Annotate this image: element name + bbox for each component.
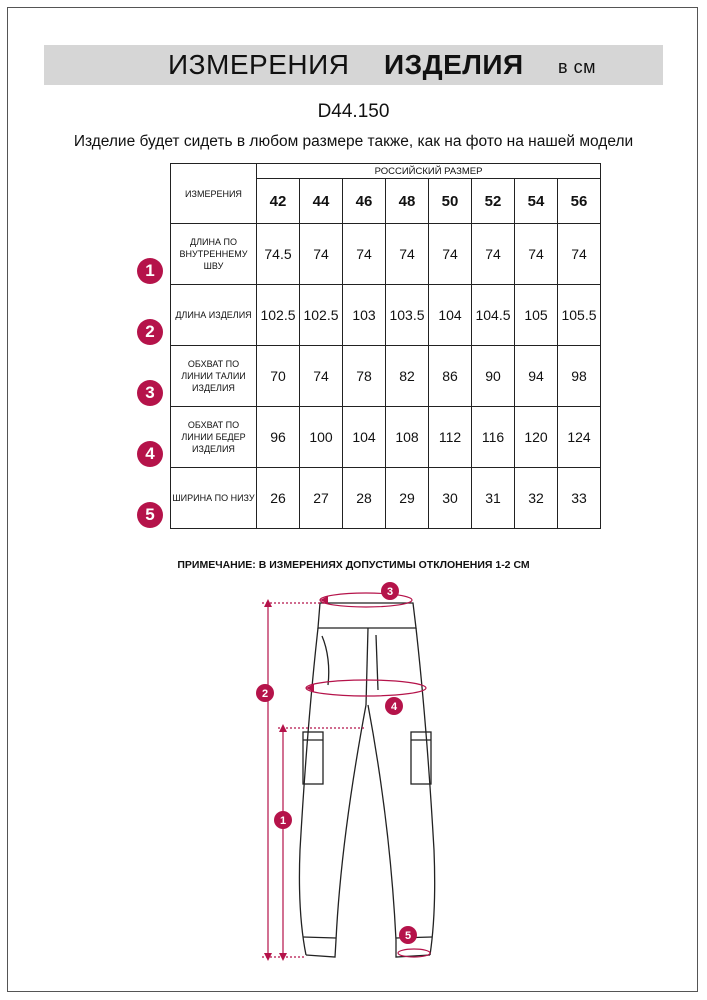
diagram-badge-5-text: 5	[404, 930, 412, 942]
diagram-badge-3	[381, 582, 399, 600]
size-header: 50	[429, 179, 472, 224]
table-cell: 102.5	[300, 285, 343, 346]
table-cell: 70	[257, 346, 300, 407]
diagram-badge-4	[385, 697, 403, 715]
diagram-badge-1	[274, 811, 292, 829]
table-cell: 104	[343, 407, 386, 468]
table-cell: 86	[429, 346, 472, 407]
table-cell: 26	[257, 468, 300, 529]
table-cell: 112	[429, 407, 472, 468]
diagram-badge-2-text: 2	[261, 688, 269, 700]
diagram-badge-2	[256, 684, 274, 702]
table-cell: 30	[429, 468, 472, 529]
size-header: 56	[558, 179, 601, 224]
table-cell: 90	[472, 346, 515, 407]
size-group-header: РОССИЙСКИЙ РАЗМЕР	[257, 164, 601, 179]
table-cell: 98	[558, 346, 601, 407]
table-cell: 96	[257, 407, 300, 468]
size-header: 52	[472, 179, 515, 224]
row-badge-2: 2	[137, 319, 163, 345]
table-cell: 82	[386, 346, 429, 407]
size-header: 54	[515, 179, 558, 224]
table-cell: 74	[558, 224, 601, 285]
row-label: ШИРИНА ПО НИЗУ	[171, 468, 257, 529]
table-cell: 28	[343, 468, 386, 529]
table-cell: 74	[386, 224, 429, 285]
diagram-badge-1-text: 1	[279, 815, 287, 827]
row-label: ОБХВАТ ПО ЛИНИИ БЕДЕР ИЗДЕЛИЯ	[171, 407, 257, 468]
table-cell: 104.5	[472, 285, 515, 346]
table-cell: 29	[386, 468, 429, 529]
table-cell: 32	[515, 468, 558, 529]
measure-header: ИЗМЕРЕНИЯ	[171, 164, 257, 224]
measurement-note: ПРИМЕЧАНИЕ: В ИЗМЕРЕНИЯХ ДОПУСТИМЫ ОТКЛОНЕНИЯ 1-2 СМ	[177, 559, 530, 571]
diagram-badge-5	[399, 926, 417, 944]
table-cell: 124	[558, 407, 601, 468]
table-cell: 104	[429, 285, 472, 346]
subtitle: Изделие будет сидеть в любом размере также, как на фото на нашей модели	[73, 133, 634, 150]
row-badge-1: 1	[137, 258, 163, 284]
table-cell: 103.5	[386, 285, 429, 346]
row-badge-4: 4	[137, 441, 163, 467]
table-cell: 105	[515, 285, 558, 346]
table-cell: 27	[300, 468, 343, 529]
table-cell: 74	[300, 224, 343, 285]
table-cell: 78	[343, 346, 386, 407]
title-unit: в см	[558, 57, 596, 77]
row-label: ОБХВАТ ПО ЛИНИИ ТАЛИИ ИЗДЕЛИЯ	[171, 346, 257, 407]
table-cell: 102.5	[257, 285, 300, 346]
diagram-badge-3-text: 3	[386, 586, 394, 598]
row-badge-5: 5	[137, 502, 163, 528]
diagram-badge-4-text: 4	[390, 701, 398, 713]
table-cell: 33	[558, 468, 601, 529]
row-label: ДЛИНА ИЗДЕЛИЯ	[171, 285, 257, 346]
table-cell: 100	[300, 407, 343, 468]
table-cell: 103	[343, 285, 386, 346]
table-cell: 74	[343, 224, 386, 285]
pants-outline	[299, 603, 434, 957]
row-badge-3: 3	[137, 380, 163, 406]
size-header: 44	[300, 179, 343, 224]
table-cell: 116	[472, 407, 515, 468]
arrow-heads	[261, 596, 328, 961]
size-header: 48	[386, 179, 429, 224]
table-cell: 120	[515, 407, 558, 468]
table-cell: 74.5	[257, 224, 300, 285]
table-cell: 94	[515, 346, 558, 407]
table-cell: 74	[472, 224, 515, 285]
table-cell: 108	[386, 407, 429, 468]
table-cell: 31	[472, 468, 515, 529]
product-code: D44.150	[317, 101, 390, 122]
row-label: ДЛИНА ПО ВНУТРЕННЕМУ ШВУ	[171, 224, 257, 285]
table-cell: 74	[300, 346, 343, 407]
size-header: 42	[257, 179, 300, 224]
table-cell: 105.5	[558, 285, 601, 346]
size-header: 46	[343, 179, 386, 224]
table-cell: 74	[515, 224, 558, 285]
title-part-2: ИЗДЕЛИЯ	[384, 49, 524, 80]
title-part-1: ИЗМЕРЕНИЯ	[168, 49, 350, 80]
measure-lines	[262, 593, 430, 957]
table-cell: 74	[429, 224, 472, 285]
